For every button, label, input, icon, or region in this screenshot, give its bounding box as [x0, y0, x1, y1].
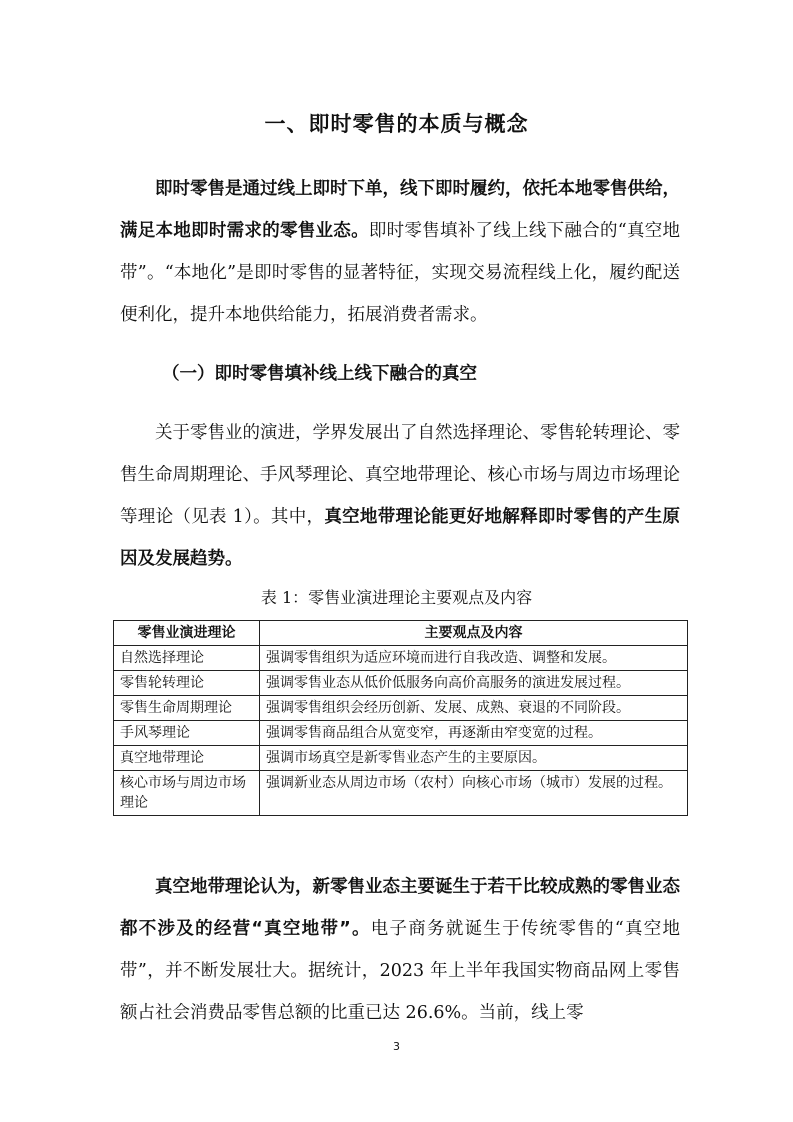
theory-content-cell: 强调零售组织会经历创新、发展、成熟、衰退的不同阶段。 — [260, 696, 688, 721]
theory-content-cell: 强调市场真空是新零售业态产生的主要原因。 — [260, 746, 688, 771]
table-row — [114, 646, 688, 671]
table-header-row — [114, 621, 688, 646]
theory-content-cell: 强调零售业态从低价低服务向高价高服务的演进发展过程。 — [260, 671, 688, 696]
theory-name-cell: 真空地带理论 — [114, 746, 260, 771]
table-row — [114, 746, 688, 771]
subsection-heading: （一）即时零售填补线上线下融合的真空 — [162, 364, 477, 384]
table-caption: 表 1：零售业演进理论主要观点及内容 — [260, 588, 533, 607]
body-text: 即时零售填补了线上线下融合的“真空地带”。“本地化”是即时零售的显著特征，实现交易流程线上化，履约配送便利化，提升本地供给能力，拓展消费者需求。 — [120, 221, 680, 325]
theory-content-cell: 强调新业态从周边市场（农村）向核心市场（城市）发展的过程。 — [260, 771, 688, 816]
theory-name-cell: 手风琴理论 — [114, 721, 260, 746]
column-header: 主要观点及内容 — [260, 621, 688, 646]
theory-content-cell: 强调零售组织为适应环境而进行自我改造、调整和发展。 — [260, 646, 688, 671]
column-header: 零售业演进理论 — [114, 621, 260, 646]
theory-content-cell: 强调零售商品组合从宽变窄，再逐渐由窄变宽的过程。 — [260, 721, 688, 746]
table-row — [114, 771, 688, 816]
table-row — [114, 671, 688, 696]
theory-name-cell: 核心市场与周边市场理论 — [114, 771, 260, 816]
bold-text: 真空地带理论能更好地解释即时零售的产生原因及发展趋势。 — [120, 507, 680, 569]
paragraph-definition — [120, 168, 680, 336]
body-text: 关于零售业的演进，学界发展出了自然选择理论、零售轮转理论、零售生命周期理论、手风琴理论、真空地带理论、核心市场与周边市场理论等理论（见表 1）。其中， — [120, 423, 680, 527]
paragraph-vacuum-theory — [120, 866, 680, 1034]
theory-name-cell: 零售生命周期理论 — [114, 696, 260, 721]
section-heading: 一、即时零售的本质与概念 — [264, 112, 529, 136]
theories-table — [113, 620, 688, 816]
page-number: 3 — [393, 1040, 400, 1053]
body-text: 电子商务就诞生于传统零售的“真空地带”，并不断发展壮大。据统计，2023 年上半年我国实物商品网上零售额占社会消费品零售总额的比重已达 26.6%。当前，线上零 — [120, 919, 680, 1023]
table-row — [114, 721, 688, 746]
bold-text: 真空地带理论认为，新零售业态主要诞生于若干比较成熟的零售业态都不涉及的经营“真空地带”。 — [120, 877, 680, 939]
bold-text: 即时零售是通过线上即时下单，线下即时履约，依托本地零售供给，满足本地即时需求的零售业态。 — [120, 179, 680, 241]
theory-name-cell: 零售轮转理论 — [114, 671, 260, 696]
paragraph-theories — [120, 412, 680, 580]
table-row — [114, 696, 688, 721]
theory-name-cell: 自然选择理论 — [114, 646, 260, 671]
